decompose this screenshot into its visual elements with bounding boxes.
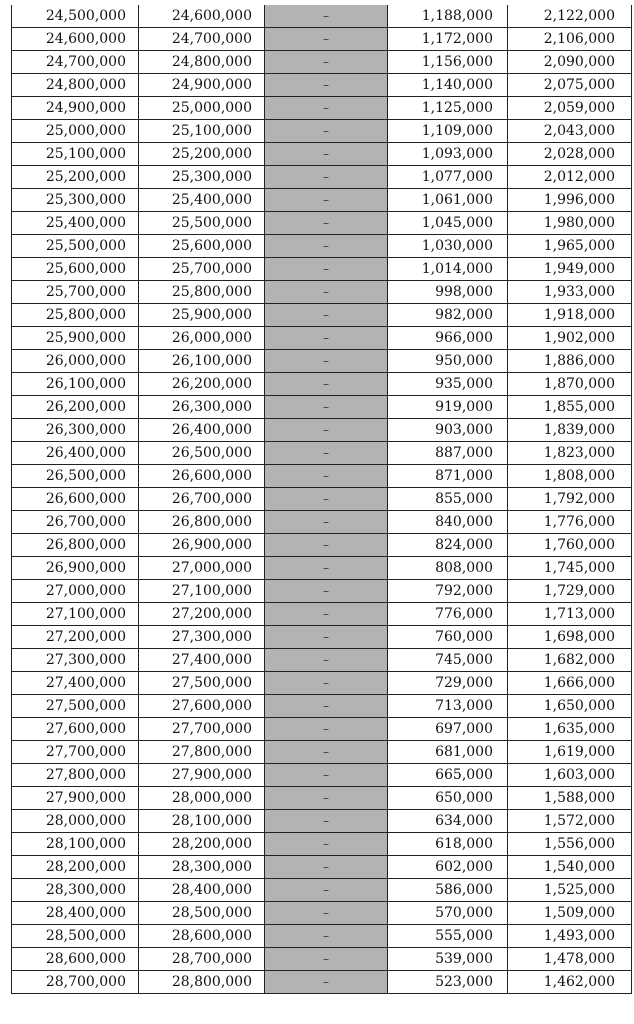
- range-to-cell: 28,200,000: [139, 833, 265, 856]
- empty-column-cell: –: [265, 97, 388, 120]
- value-column-5-cell: 1,682,000: [508, 649, 632, 672]
- range-from-cell: 27,500,000: [12, 695, 139, 718]
- range-from-cell: 25,000,000: [12, 120, 139, 143]
- range-from-cell: 24,700,000: [12, 51, 139, 74]
- range-to-cell: 27,900,000: [139, 764, 265, 787]
- range-to-cell: 27,200,000: [139, 603, 265, 626]
- value-column-4-cell: 840,000: [388, 511, 508, 534]
- value-column-4-cell: 998,000: [388, 281, 508, 304]
- range-to-cell: 26,700,000: [139, 488, 265, 511]
- table-row: [12, 511, 632, 534]
- table-row: [12, 465, 632, 488]
- value-column-5-cell: 1,886,000: [508, 350, 632, 373]
- empty-column-cell: –: [265, 580, 388, 603]
- empty-column-cell: –: [265, 534, 388, 557]
- empty-column-cell: –: [265, 235, 388, 258]
- range-to-cell: 26,100,000: [139, 350, 265, 373]
- value-column-4-cell: 1,077,000: [388, 166, 508, 189]
- value-column-5-cell: 1,650,000: [508, 695, 632, 718]
- table-row: [12, 189, 632, 212]
- range-from-cell: 26,400,000: [12, 442, 139, 465]
- range-to-cell: 24,700,000: [139, 28, 265, 51]
- range-from-cell: 27,200,000: [12, 626, 139, 649]
- table-row: [12, 580, 632, 603]
- range-from-cell: 26,100,000: [12, 373, 139, 396]
- value-column-4-cell: 1,109,000: [388, 120, 508, 143]
- range-to-cell: 25,800,000: [139, 281, 265, 304]
- range-from-cell: 25,800,000: [12, 304, 139, 327]
- range-from-cell: 26,000,000: [12, 350, 139, 373]
- tax-table-container: [11, 5, 631, 994]
- table-row: [12, 396, 632, 419]
- table-row: [12, 672, 632, 695]
- table-row: [12, 97, 632, 120]
- table-row: [12, 28, 632, 51]
- value-column-5-cell: 1,603,000: [508, 764, 632, 787]
- empty-column-cell: –: [265, 856, 388, 879]
- empty-column-cell: –: [265, 74, 388, 97]
- empty-column-cell: –: [265, 971, 388, 994]
- value-column-5-cell: 1,918,000: [508, 304, 632, 327]
- empty-column-cell: –: [265, 373, 388, 396]
- range-to-cell: 27,100,000: [139, 580, 265, 603]
- table-row: [12, 787, 632, 810]
- value-column-4-cell: 1,140,000: [388, 74, 508, 97]
- range-from-cell: 27,400,000: [12, 672, 139, 695]
- empty-column-cell: –: [265, 511, 388, 534]
- range-from-cell: 26,200,000: [12, 396, 139, 419]
- empty-column-cell: –: [265, 672, 388, 695]
- range-from-cell: 28,000,000: [12, 810, 139, 833]
- value-column-4-cell: 539,000: [388, 948, 508, 971]
- range-from-cell: 26,700,000: [12, 511, 139, 534]
- range-to-cell: 25,900,000: [139, 304, 265, 327]
- value-column-5-cell: 2,043,000: [508, 120, 632, 143]
- value-column-4-cell: 555,000: [388, 925, 508, 948]
- value-column-4-cell: 1,061,000: [388, 189, 508, 212]
- range-to-cell: 27,700,000: [139, 718, 265, 741]
- value-column-5-cell: 1,635,000: [508, 718, 632, 741]
- empty-column-cell: –: [265, 833, 388, 856]
- table-row: [12, 350, 632, 373]
- empty-column-cell: –: [265, 557, 388, 580]
- range-from-cell: 28,100,000: [12, 833, 139, 856]
- range-from-cell: 26,800,000: [12, 534, 139, 557]
- table-row: [12, 258, 632, 281]
- empty-column-cell: –: [265, 442, 388, 465]
- value-column-5-cell: 1,792,000: [508, 488, 632, 511]
- value-column-4-cell: 729,000: [388, 672, 508, 695]
- table-row: [12, 695, 632, 718]
- range-from-cell: 25,200,000: [12, 166, 139, 189]
- empty-column-cell: –: [265, 948, 388, 971]
- value-column-4-cell: 523,000: [388, 971, 508, 994]
- range-to-cell: 28,600,000: [139, 925, 265, 948]
- table-row: [12, 120, 632, 143]
- value-column-5-cell: 1,965,000: [508, 235, 632, 258]
- range-from-cell: 27,700,000: [12, 741, 139, 764]
- range-from-cell: 25,400,000: [12, 212, 139, 235]
- value-column-5-cell: 1,713,000: [508, 603, 632, 626]
- value-column-5-cell: 2,028,000: [508, 143, 632, 166]
- value-column-5-cell: 1,525,000: [508, 879, 632, 902]
- value-column-4-cell: 792,000: [388, 580, 508, 603]
- table-row: [12, 74, 632, 97]
- value-column-5-cell: 1,855,000: [508, 396, 632, 419]
- range-to-cell: 25,000,000: [139, 97, 265, 120]
- range-to-cell: 27,800,000: [139, 741, 265, 764]
- value-column-4-cell: 760,000: [388, 626, 508, 649]
- range-to-cell: 26,000,000: [139, 327, 265, 350]
- range-from-cell: 28,600,000: [12, 948, 139, 971]
- value-column-4-cell: 713,000: [388, 695, 508, 718]
- value-column-4-cell: 855,000: [388, 488, 508, 511]
- tax-table-body: [12, 5, 632, 994]
- empty-column-cell: –: [265, 166, 388, 189]
- empty-column-cell: –: [265, 810, 388, 833]
- range-from-cell: 25,700,000: [12, 281, 139, 304]
- table-row: [12, 235, 632, 258]
- range-to-cell: 26,600,000: [139, 465, 265, 488]
- table-row: [12, 442, 632, 465]
- value-column-5-cell: 2,075,000: [508, 74, 632, 97]
- value-column-4-cell: 1,045,000: [388, 212, 508, 235]
- table-row: [12, 534, 632, 557]
- range-from-cell: 27,900,000: [12, 787, 139, 810]
- value-column-4-cell: 618,000: [388, 833, 508, 856]
- table-row: [12, 488, 632, 511]
- value-column-5-cell: 1,666,000: [508, 672, 632, 695]
- table-row: [12, 902, 632, 925]
- empty-column-cell: –: [265, 281, 388, 304]
- value-column-5-cell: 2,090,000: [508, 51, 632, 74]
- value-column-5-cell: 1,572,000: [508, 810, 632, 833]
- range-to-cell: 28,300,000: [139, 856, 265, 879]
- range-from-cell: 25,300,000: [12, 189, 139, 212]
- empty-column-cell: –: [265, 741, 388, 764]
- range-to-cell: 25,200,000: [139, 143, 265, 166]
- value-column-5-cell: 1,808,000: [508, 465, 632, 488]
- range-from-cell: 28,400,000: [12, 902, 139, 925]
- range-to-cell: 28,400,000: [139, 879, 265, 902]
- value-column-5-cell: 1,823,000: [508, 442, 632, 465]
- value-column-4-cell: 871,000: [388, 465, 508, 488]
- table-row: [12, 626, 632, 649]
- value-column-5-cell: 1,619,000: [508, 741, 632, 764]
- range-to-cell: 24,900,000: [139, 74, 265, 97]
- empty-column-cell: –: [265, 350, 388, 373]
- range-from-cell: 24,800,000: [12, 74, 139, 97]
- range-from-cell: 27,600,000: [12, 718, 139, 741]
- value-column-4-cell: 1,014,000: [388, 258, 508, 281]
- table-row: [12, 281, 632, 304]
- range-from-cell: 27,800,000: [12, 764, 139, 787]
- value-column-5-cell: 2,122,000: [508, 5, 632, 28]
- value-column-4-cell: 935,000: [388, 373, 508, 396]
- range-from-cell: 27,100,000: [12, 603, 139, 626]
- value-column-5-cell: 1,760,000: [508, 534, 632, 557]
- range-to-cell: 24,800,000: [139, 51, 265, 74]
- table-row: [12, 649, 632, 672]
- value-column-4-cell: 681,000: [388, 741, 508, 764]
- value-column-4-cell: 745,000: [388, 649, 508, 672]
- value-column-5-cell: 1,540,000: [508, 856, 632, 879]
- tax-table: [11, 5, 632, 994]
- range-to-cell: 28,000,000: [139, 787, 265, 810]
- range-from-cell: 25,500,000: [12, 235, 139, 258]
- value-column-5-cell: 1,478,000: [508, 948, 632, 971]
- value-column-5-cell: 1,996,000: [508, 189, 632, 212]
- range-from-cell: 28,700,000: [12, 971, 139, 994]
- range-to-cell: 26,500,000: [139, 442, 265, 465]
- range-from-cell: 25,100,000: [12, 143, 139, 166]
- range-to-cell: 26,900,000: [139, 534, 265, 557]
- empty-column-cell: –: [265, 649, 388, 672]
- value-column-5-cell: 2,012,000: [508, 166, 632, 189]
- range-from-cell: 28,500,000: [12, 925, 139, 948]
- range-to-cell: 28,700,000: [139, 948, 265, 971]
- range-from-cell: 26,900,000: [12, 557, 139, 580]
- table-row: [12, 166, 632, 189]
- empty-column-cell: –: [265, 787, 388, 810]
- empty-column-cell: –: [265, 120, 388, 143]
- value-column-4-cell: 570,000: [388, 902, 508, 925]
- value-column-4-cell: 950,000: [388, 350, 508, 373]
- value-column-4-cell: 586,000: [388, 879, 508, 902]
- value-column-4-cell: 1,156,000: [388, 51, 508, 74]
- range-to-cell: 25,600,000: [139, 235, 265, 258]
- range-to-cell: 28,800,000: [139, 971, 265, 994]
- range-from-cell: 27,300,000: [12, 649, 139, 672]
- value-column-5-cell: 1,745,000: [508, 557, 632, 580]
- value-column-4-cell: 966,000: [388, 327, 508, 350]
- range-to-cell: 28,100,000: [139, 810, 265, 833]
- empty-column-cell: –: [265, 189, 388, 212]
- range-to-cell: 25,300,000: [139, 166, 265, 189]
- table-row: [12, 373, 632, 396]
- table-row: [12, 856, 632, 879]
- range-to-cell: 27,300,000: [139, 626, 265, 649]
- table-row: [12, 764, 632, 787]
- range-from-cell: 27,000,000: [12, 580, 139, 603]
- empty-column-cell: –: [265, 764, 388, 787]
- value-column-5-cell: 1,949,000: [508, 258, 632, 281]
- empty-column-cell: –: [265, 5, 388, 28]
- range-from-cell: 26,300,000: [12, 419, 139, 442]
- empty-column-cell: –: [265, 419, 388, 442]
- range-to-cell: 25,100,000: [139, 120, 265, 143]
- range-to-cell: 24,600,000: [139, 5, 265, 28]
- empty-column-cell: –: [265, 718, 388, 741]
- table-row: [12, 925, 632, 948]
- empty-column-cell: –: [265, 626, 388, 649]
- value-column-4-cell: 1,093,000: [388, 143, 508, 166]
- value-column-5-cell: 1,588,000: [508, 787, 632, 810]
- empty-column-cell: –: [265, 28, 388, 51]
- table-row: [12, 51, 632, 74]
- range-from-cell: 26,500,000: [12, 465, 139, 488]
- value-column-4-cell: 887,000: [388, 442, 508, 465]
- value-column-5-cell: 1,556,000: [508, 833, 632, 856]
- table-row: [12, 603, 632, 626]
- empty-column-cell: –: [265, 143, 388, 166]
- range-to-cell: 26,200,000: [139, 373, 265, 396]
- range-to-cell: 25,400,000: [139, 189, 265, 212]
- value-column-4-cell: 919,000: [388, 396, 508, 419]
- value-column-4-cell: 665,000: [388, 764, 508, 787]
- value-column-5-cell: 1,462,000: [508, 971, 632, 994]
- value-column-5-cell: 1,509,000: [508, 902, 632, 925]
- empty-column-cell: –: [265, 51, 388, 74]
- value-column-5-cell: 1,870,000: [508, 373, 632, 396]
- range-from-cell: 26,600,000: [12, 488, 139, 511]
- empty-column-cell: –: [265, 879, 388, 902]
- empty-column-cell: –: [265, 465, 388, 488]
- table-row: [12, 419, 632, 442]
- range-from-cell: 24,500,000: [12, 5, 139, 28]
- table-row: [12, 971, 632, 994]
- range-from-cell: 28,200,000: [12, 856, 139, 879]
- value-column-4-cell: 1,188,000: [388, 5, 508, 28]
- value-column-5-cell: 1,776,000: [508, 511, 632, 534]
- range-to-cell: 26,400,000: [139, 419, 265, 442]
- empty-column-cell: –: [265, 488, 388, 511]
- value-column-5-cell: 1,933,000: [508, 281, 632, 304]
- table-row: [12, 212, 632, 235]
- table-row: [12, 143, 632, 166]
- empty-column-cell: –: [265, 212, 388, 235]
- table-row: [12, 5, 632, 28]
- value-column-4-cell: 1,030,000: [388, 235, 508, 258]
- value-column-4-cell: 903,000: [388, 419, 508, 442]
- value-column-5-cell: 1,980,000: [508, 212, 632, 235]
- value-column-4-cell: 982,000: [388, 304, 508, 327]
- table-row: [12, 741, 632, 764]
- table-row: [12, 557, 632, 580]
- table-row: [12, 833, 632, 856]
- value-column-4-cell: 697,000: [388, 718, 508, 741]
- table-row: [12, 327, 632, 350]
- range-to-cell: 27,000,000: [139, 557, 265, 580]
- table-row: [12, 304, 632, 327]
- empty-column-cell: –: [265, 327, 388, 350]
- empty-column-cell: –: [265, 396, 388, 419]
- range-to-cell: 26,300,000: [139, 396, 265, 419]
- table-row: [12, 879, 632, 902]
- range-to-cell: 28,500,000: [139, 902, 265, 925]
- range-to-cell: 27,600,000: [139, 695, 265, 718]
- range-to-cell: 25,500,000: [139, 212, 265, 235]
- range-to-cell: 25,700,000: [139, 258, 265, 281]
- value-column-4-cell: 1,125,000: [388, 97, 508, 120]
- range-to-cell: 27,400,000: [139, 649, 265, 672]
- empty-column-cell: –: [265, 258, 388, 281]
- value-column-5-cell: 1,493,000: [508, 925, 632, 948]
- table-row: [12, 810, 632, 833]
- value-column-5-cell: 1,839,000: [508, 419, 632, 442]
- value-column-4-cell: 650,000: [388, 787, 508, 810]
- value-column-5-cell: 2,106,000: [508, 28, 632, 51]
- range-to-cell: 27,500,000: [139, 672, 265, 695]
- table-row: [12, 948, 632, 971]
- empty-column-cell: –: [265, 902, 388, 925]
- empty-column-cell: –: [265, 304, 388, 327]
- range-from-cell: 24,600,000: [12, 28, 139, 51]
- value-column-5-cell: 1,698,000: [508, 626, 632, 649]
- value-column-4-cell: 634,000: [388, 810, 508, 833]
- value-column-4-cell: 1,172,000: [388, 28, 508, 51]
- range-from-cell: 28,300,000: [12, 879, 139, 902]
- empty-column-cell: –: [265, 603, 388, 626]
- range-from-cell: 25,900,000: [12, 327, 139, 350]
- table-row: [12, 718, 632, 741]
- range-from-cell: 25,600,000: [12, 258, 139, 281]
- empty-column-cell: –: [265, 925, 388, 948]
- range-to-cell: 26,800,000: [139, 511, 265, 534]
- value-column-5-cell: 2,059,000: [508, 97, 632, 120]
- empty-column-cell: –: [265, 695, 388, 718]
- value-column-5-cell: 1,729,000: [508, 580, 632, 603]
- value-column-4-cell: 776,000: [388, 603, 508, 626]
- value-column-4-cell: 824,000: [388, 534, 508, 557]
- value-column-5-cell: 1,902,000: [508, 327, 632, 350]
- range-from-cell: 24,900,000: [12, 97, 139, 120]
- value-column-4-cell: 808,000: [388, 557, 508, 580]
- value-column-4-cell: 602,000: [388, 856, 508, 879]
